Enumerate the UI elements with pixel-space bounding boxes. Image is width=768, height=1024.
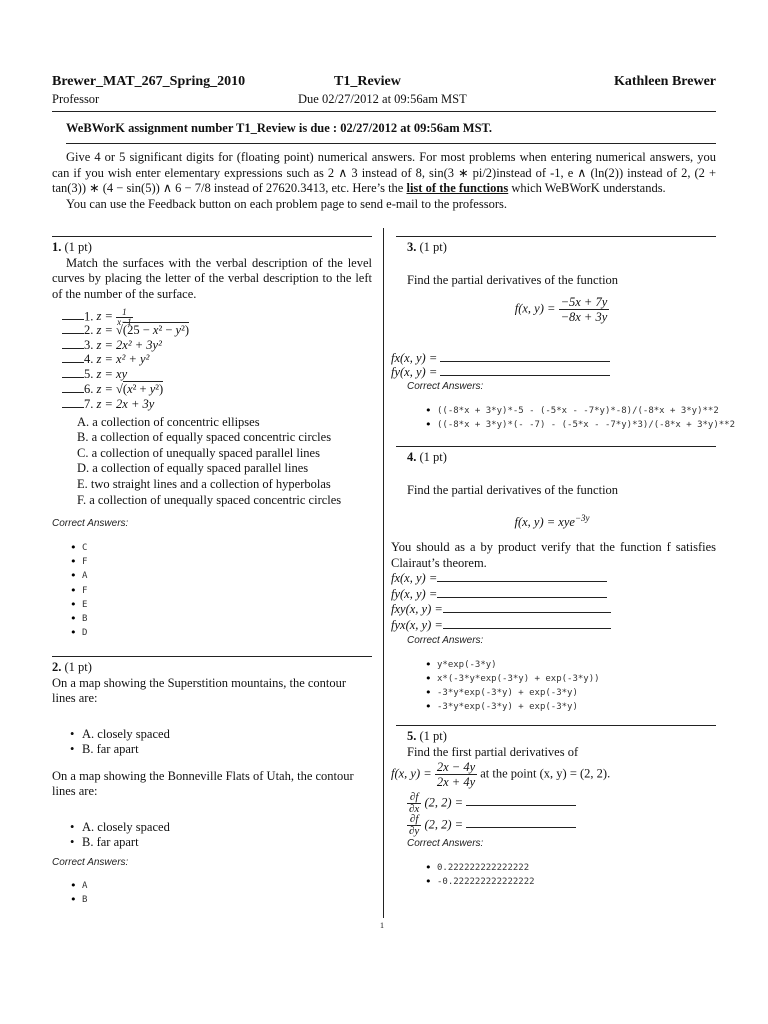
column-separator bbox=[383, 228, 384, 918]
problem-5-body bbox=[391, 760, 721, 889]
instructor-name: Kathleen Brewer bbox=[614, 74, 716, 89]
description-b: B. a collection of equally spaced concentric circles bbox=[77, 430, 332, 445]
df-dx-symbol: $\frac{\partial f}{\partial x}$ bbox=[409, 791, 420, 815]
surface-list bbox=[52, 308, 372, 412]
problem-4-text: Find the partial derivatives of the function bbox=[407, 482, 619, 497]
due-rule bbox=[66, 143, 716, 144]
description-a: A. a collection of concentric ellipses bbox=[77, 414, 260, 429]
problem-2 bbox=[52, 660, 372, 908]
fx-input[interactable] bbox=[440, 351, 610, 362]
problem-5-header bbox=[407, 729, 712, 745]
description-d: D. a collection of equally spaced parallel lines bbox=[77, 461, 309, 476]
problem-5-text: Find the first partial derivatives of bbox=[407, 744, 579, 759]
surface-3-equation: z = 2x² + 3y² bbox=[96, 337, 162, 352]
description-list bbox=[52, 415, 372, 509]
problem-1-rule bbox=[52, 236, 372, 237]
problem-1-correct-label: Correct Answers: bbox=[52, 518, 129, 530]
problem-4-number: 4. bbox=[407, 450, 417, 464]
df-dx-label: (2, 2) = bbox=[424, 795, 464, 810]
instructions-text-2: which WeBWorK understands. bbox=[511, 181, 666, 195]
problem-1-text: Match the surfaces with the verbal description of the level curves by placing the letter of the verbal description to the left of the number of the surface. bbox=[52, 255, 372, 301]
fyx-label: fyx(x, y) = bbox=[391, 617, 443, 632]
assignment-title: T1_Review bbox=[334, 74, 401, 89]
page-number: 1 bbox=[380, 921, 384, 930]
surface-2-equation: z = √(25 − x² − y²) bbox=[96, 322, 189, 337]
surface-6-equation: z = √(x² + y²) bbox=[96, 381, 164, 396]
surface-3: 3. z = 2x² + 3y² bbox=[52, 338, 372, 353]
answer-item: • ((-8*x + 3*y)*-5 - (-5*x - -7*y)*-8)/(-8*x + 3*y)**2 bbox=[423, 404, 751, 418]
fx-input[interactable] bbox=[437, 571, 607, 582]
surface-1-answer-blank[interactable] bbox=[62, 309, 84, 320]
problem-2-options-2 bbox=[52, 820, 372, 851]
option-far-apart[interactable]: • B. far apart bbox=[68, 835, 372, 851]
problem-5-number: 5. bbox=[407, 729, 417, 743]
problem-5-function: f(x, y) = $\frac{2x - 4y}{2x + 4y}$ at the point (x, y) = (2, 2). bbox=[391, 760, 611, 789]
surface-3-answer-blank[interactable] bbox=[62, 338, 84, 349]
problem-1 bbox=[52, 240, 372, 641]
instructions bbox=[52, 150, 716, 212]
problem-2-correct-label: Correct Answers: bbox=[52, 856, 129, 868]
answer-item: • 0.222222222222222 bbox=[423, 861, 721, 875]
surface-2-answer-blank[interactable] bbox=[62, 323, 84, 334]
surface-7-answer-blank[interactable] bbox=[62, 397, 84, 408]
fxy-input[interactable] bbox=[443, 602, 611, 613]
answer-item: • C bbox=[68, 541, 372, 555]
answer-item: • x*(-3*y*exp(-3*y) + exp(-3*y)) bbox=[423, 672, 716, 686]
surface-6: 6. z = √(x² + y²) bbox=[52, 382, 372, 397]
problem-3-points: (1 pt) bbox=[419, 240, 447, 254]
problem-3-text: Find the partial derivatives of the function bbox=[407, 272, 619, 287]
problem-4-function: f(x, y) = xye$^{-3y}$ bbox=[514, 513, 590, 530]
fxy-label: fxy(x, y) = bbox=[391, 602, 443, 616]
df-dy-symbol: $\frac{\partial f}{\partial y}$ bbox=[409, 813, 420, 837]
problem-3-number: 3. bbox=[407, 240, 417, 254]
problem-4-header bbox=[407, 450, 712, 466]
course-name: Brewer_MAT_267_Spring_2010 bbox=[52, 74, 246, 89]
problem-4-body bbox=[391, 540, 716, 715]
problem-3-answers bbox=[391, 404, 751, 433]
problem-3-correct-label: Correct Answers: bbox=[407, 381, 484, 392]
problem-2-options-1 bbox=[52, 727, 372, 758]
option-far-apart[interactable]: • B. far apart bbox=[68, 742, 372, 758]
problem-2-answers bbox=[52, 879, 372, 908]
problem-4-points: (1 pt) bbox=[419, 450, 447, 464]
option-closely-spaced[interactable]: • A. closely spaced bbox=[68, 820, 372, 836]
surface-5: 5. z = xy bbox=[52, 367, 372, 382]
answer-item: • F bbox=[68, 584, 372, 598]
problem-4-answers bbox=[391, 658, 716, 715]
problem-4-correct-label: Correct Answers: bbox=[407, 635, 484, 646]
description-c: C. a collection of unequally spaced parallel lines bbox=[77, 445, 320, 460]
problem-2-header bbox=[52, 660, 372, 676]
description-f: F. a collection of unequally spaced concentric circles bbox=[77, 492, 342, 507]
functions-list-link[interactable]: list of the functions bbox=[406, 181, 509, 195]
problem-1-points: (1 pt) bbox=[64, 240, 92, 254]
surface-5-equation: z = xy bbox=[96, 367, 128, 382]
problem-2-number: 2. bbox=[52, 660, 62, 674]
fyx-input[interactable] bbox=[443, 618, 611, 629]
answer-item: • ((-8*x + 3*y)*(- -7) - (-5*x - -7*y)*3)/(-8*x + 3*y)**2 bbox=[423, 418, 751, 432]
problem-5-points: (1 pt) bbox=[419, 729, 447, 743]
problem-1-header bbox=[52, 240, 372, 256]
fx-label: fx(x, y) = bbox=[391, 351, 438, 365]
answer-item: • D bbox=[68, 626, 372, 640]
surface-4-answer-blank[interactable] bbox=[62, 352, 84, 363]
problem-3-inputs bbox=[391, 351, 751, 432]
fy-label: fy(x, y) = bbox=[391, 586, 438, 601]
problem-3-header bbox=[407, 240, 752, 256]
surface-1-equation: z = $\frac{1}{x-1}$ bbox=[96, 307, 132, 327]
problem-4-text-2: You should as a by product verify that the function f satisfies Clairaut’s theorem. bbox=[391, 540, 716, 570]
answer-item: • F bbox=[68, 555, 372, 569]
problem-4 bbox=[407, 450, 712, 531]
instructions-text: Give 4 or 5 significant digits for (floating point) numerical answers. For most problems when entering numerical answers, you can if you wish enter elementary expressions such as 2 ∧ 3 instead of 8, sin(3 ∗ pi/2)instead of -1, e ∧ (ln(2)) instead of 2, (2 + tan(3)) ∗ (4 − sin(5)) ∧ 6 − 7/8 instead of 27620.3413, etc. Here’s the bbox=[52, 150, 716, 195]
fx-label: fx(x, y) = bbox=[391, 571, 438, 585]
surface-2: 2. z = √(25 − x² − y²) bbox=[52, 323, 372, 338]
surface-1: 1. z = $\frac{1}{x-1}$ bbox=[52, 308, 372, 323]
instructor-role: Professor bbox=[52, 92, 100, 106]
answer-item: • -3*y*exp(-3*y) + exp(-3*y) bbox=[423, 686, 716, 700]
answer-item: • A bbox=[68, 569, 372, 583]
surface-4-equation: z = x² + y² bbox=[96, 352, 150, 367]
option-closely-spaced[interactable]: • A. closely spaced bbox=[68, 727, 372, 743]
problem-4-rule bbox=[396, 446, 716, 447]
feedback-note: You can use the Feedback button on each problem page to send e-mail to the professors. bbox=[66, 196, 507, 211]
problem-2-question-2: On a map showing the Bonneville Flats of Utah, the contour lines are: bbox=[52, 768, 354, 798]
surface-7: 7. z = 2x + 3y bbox=[52, 397, 372, 412]
header-rule bbox=[52, 111, 716, 112]
description-e: E. two straight lines and a collection of hyperbolas bbox=[77, 476, 331, 491]
problem-5-answers bbox=[391, 861, 721, 890]
problem-3-function: f(x, y) = $\frac{-5x + 7y}{-8x + 3y}$ bbox=[514, 295, 608, 324]
due-date: Due 02/27/2012 at 09:56am MST bbox=[298, 92, 467, 106]
answer-item: • -0.222222222222222 bbox=[423, 875, 721, 889]
problem-2-rule bbox=[52, 656, 372, 657]
df-dy-label: (2, 2) = bbox=[424, 817, 464, 832]
point-text: at the point (x, y) = (2, 2). bbox=[480, 766, 611, 781]
fy-input[interactable] bbox=[440, 365, 610, 376]
problem-2-question-1: On a map showing the Superstition mountains, the contour lines are: bbox=[52, 675, 347, 705]
problem-5 bbox=[407, 729, 712, 760]
answer-item: • A bbox=[68, 879, 372, 893]
problem-1-answers bbox=[52, 541, 372, 641]
surface-6-answer-blank[interactable] bbox=[62, 382, 84, 393]
problem-5-correct-label: Correct Answers: bbox=[407, 838, 484, 849]
problem-2-points: (1 pt) bbox=[64, 660, 92, 674]
problem-3-rule bbox=[396, 236, 716, 237]
answer-item: • B bbox=[68, 612, 372, 626]
answer-item: • B bbox=[68, 893, 372, 907]
surface-4: 4. z = x² + y² bbox=[52, 352, 372, 367]
answer-item: • -3*y*exp(-3*y) + exp(-3*y) bbox=[423, 700, 716, 714]
df-dx-input[interactable] bbox=[466, 795, 576, 806]
answer-item: • E bbox=[68, 598, 372, 612]
due-notice: WeBWorK assignment number T1_Review is due : 02/27/2012 at 09:56am MST. bbox=[66, 121, 493, 135]
df-dy-input[interactable] bbox=[466, 817, 576, 828]
surface-5-answer-blank[interactable] bbox=[62, 367, 84, 378]
problem-3 bbox=[407, 240, 752, 324]
fy-input[interactable] bbox=[437, 587, 607, 598]
surface-7-equation: z = 2x + 3y bbox=[96, 396, 155, 411]
answer-item: • y*exp(-3*y) bbox=[423, 658, 716, 672]
fy-label: fy(x, y) = bbox=[391, 365, 438, 379]
problem-5-rule bbox=[396, 725, 716, 726]
problem-1-number: 1. bbox=[52, 240, 62, 254]
